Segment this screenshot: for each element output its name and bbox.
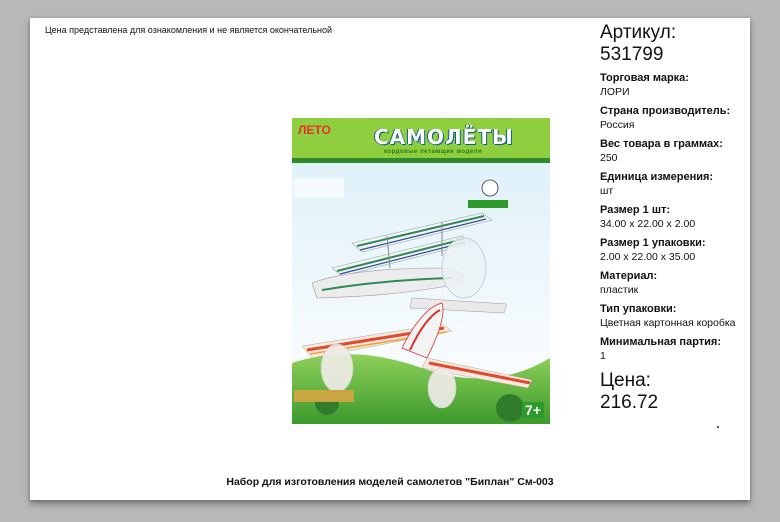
article-label: Артикул: [600, 22, 677, 43]
age-badge: 7+ [522, 402, 544, 418]
price-block [600, 370, 750, 414]
spec-value: Цветная картонная коробка [600, 317, 736, 329]
spec-label: Тип упаковки: [600, 303, 677, 315]
spec-value: 2.00 x 22.00 x 35.00 [600, 251, 696, 263]
box-title: САМОЛЁТЫ [374, 125, 514, 149]
spec-value: 250 [600, 152, 618, 164]
spec-label: Единица измерения: [600, 171, 714, 183]
product-sheet [30, 18, 750, 500]
product-image [292, 118, 550, 424]
decorative-dot [717, 426, 719, 428]
spec-value: пластик [600, 284, 639, 296]
price-label: Цена: [600, 370, 651, 391]
price-notice: Цена представлена для ознакомления и не является окончательной [45, 25, 333, 35]
spec-value: 34.00 x 22.00 x 2.00 [600, 218, 696, 230]
spec-label: Страна производитель: [600, 105, 731, 117]
spec-label: Минимальная партия: [600, 336, 721, 348]
spec-label: Вес товара в граммах: [600, 138, 723, 150]
spec-label: Размер 1 шт: [600, 204, 671, 216]
spec-value: шт [600, 185, 614, 197]
spec-value: 1 [600, 350, 606, 362]
box-brand-logo: ЛЕТО [298, 123, 331, 137]
spec-value: Россия [600, 119, 635, 131]
price-value: 216.72 [600, 392, 659, 413]
spec-label: Размер 1 упаковки: [600, 237, 706, 249]
box-subtitle: кордовые летающие модели [384, 149, 483, 155]
spec-label: Торговая марка: [600, 72, 689, 84]
product-title: Набор для изготовления моделей самолетов "Биплан" См-003 [226, 476, 554, 488]
spec-value: ЛОРИ [600, 86, 630, 98]
product-box-illustration [292, 118, 550, 424]
article-number: 531799 [600, 44, 664, 65]
spec-label: Материал: [600, 270, 658, 282]
product-specs [600, 22, 750, 414]
